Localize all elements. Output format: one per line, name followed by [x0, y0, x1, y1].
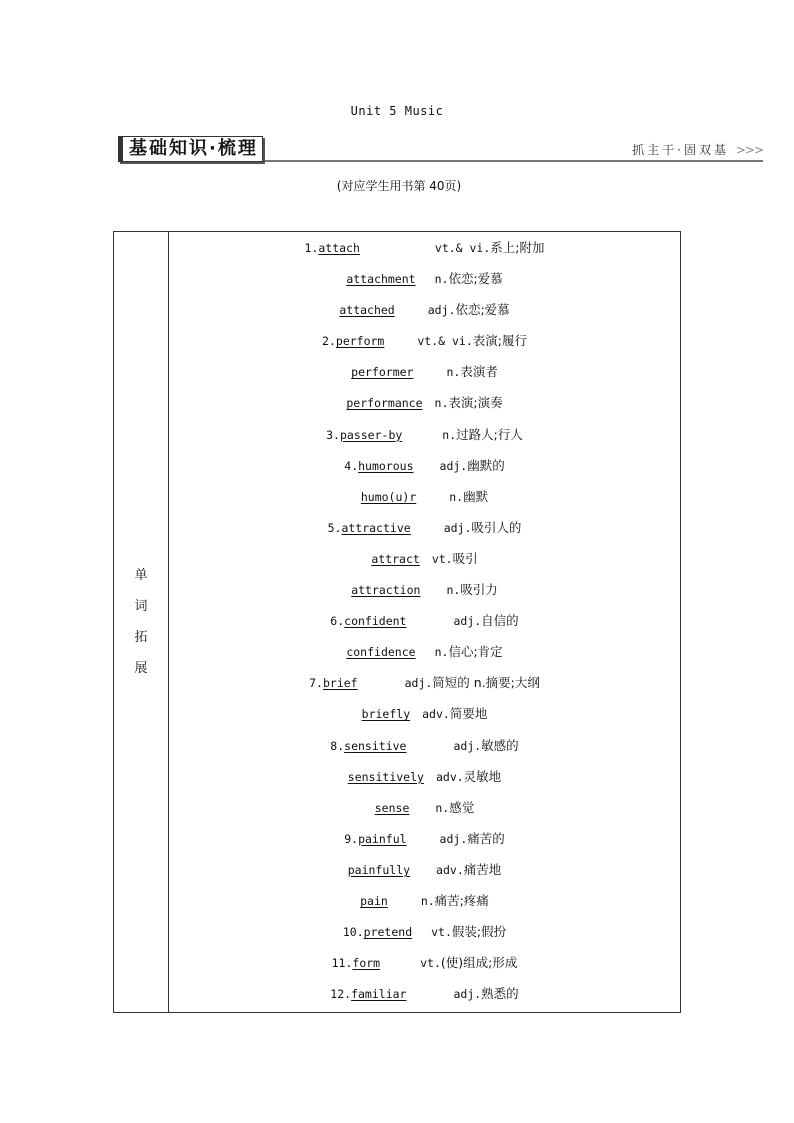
vocab-row: [169, 543, 680, 574]
section-slogan: 抓主干·固双基: [632, 143, 729, 157]
unit-title: Unit 5 Music: [350, 104, 444, 118]
vocab-row: [169, 730, 680, 761]
vocab-word: pretend: [363, 925, 413, 940]
vocab-word: sensitively: [347, 769, 424, 784]
definition: 感觉: [449, 799, 475, 815]
definition: 灵敏地: [463, 768, 502, 784]
definition: 假装;假扮: [451, 924, 507, 940]
vocab-word: briefly: [361, 707, 411, 722]
part-of-speech: n.: [420, 893, 435, 908]
vocab-row: [169, 481, 680, 512]
vocab-word: form: [352, 956, 381, 971]
vocab-word: attached: [339, 303, 395, 318]
part-of-speech: adv.: [435, 769, 464, 784]
vocab-word: sensitive: [344, 738, 407, 753]
part-of-speech: adj.: [404, 676, 433, 691]
definition: 表演;履行: [472, 333, 527, 349]
vocab-row: [169, 854, 680, 885]
definition: 依恋;爱慕: [455, 302, 510, 318]
part-of-speech: n.: [435, 800, 450, 815]
side-label: 单 词 拓 展: [114, 232, 169, 1013]
vocab-word: brief: [322, 676, 358, 691]
vocab-row: [169, 823, 680, 854]
part-of-speech: vt.& vi.: [434, 241, 491, 255]
definition: 简要地: [449, 706, 488, 722]
vocab-word: passer-by: [339, 427, 403, 442]
vocab-row: [169, 325, 680, 356]
vocab-word: attract: [371, 551, 420, 566]
item-number: 2.: [322, 334, 336, 349]
vocab-row: [169, 232, 680, 263]
definition: 系上;附加: [490, 240, 545, 255]
part-of-speech: adj.: [453, 987, 482, 1002]
vocab-word: attraction: [351, 583, 421, 598]
definition: (使)组成;形成: [440, 955, 518, 971]
section-banner: [118, 136, 763, 162]
part-of-speech: adv.: [422, 707, 450, 722]
item-number: 4.: [344, 458, 359, 473]
vocab-row: [169, 356, 680, 387]
vocab-row: [169, 419, 680, 450]
vocab-row: [169, 294, 680, 325]
definition: 痛苦;疼痛: [434, 892, 489, 908]
part-of-speech: n.: [434, 272, 449, 287]
vocab-word: painfully: [347, 862, 411, 877]
vocab-word: confident: [344, 614, 407, 629]
definition: 依恋;爱慕: [448, 271, 503, 287]
item-number: 1.: [304, 241, 319, 255]
definition: 熟悉的: [481, 986, 519, 1002]
definition: 信心;肯定: [448, 644, 503, 660]
vocab-row: [169, 605, 680, 636]
part-of-speech: adj.: [443, 520, 472, 535]
vocab-row: [169, 450, 680, 481]
definition: 吸引: [452, 550, 478, 566]
vocab-word: familiar: [351, 987, 407, 1002]
vocabulary-table: [113, 231, 681, 1013]
part-of-speech: n.: [446, 583, 461, 598]
item-number: 12.: [330, 987, 352, 1002]
vocab-row: [169, 698, 680, 729]
item-number: 7.: [309, 676, 323, 691]
vocab-row: [169, 916, 680, 947]
vocab-row: [169, 792, 680, 823]
vocab-word: performer: [351, 365, 414, 380]
vocab-word: attachment: [346, 272, 416, 287]
item-number: 9.: [344, 831, 359, 846]
vocab-word: performance: [346, 396, 423, 411]
vocab-word: confidence: [346, 645, 416, 660]
part-of-speech: adj.: [453, 614, 482, 629]
vocab-row: [169, 667, 680, 698]
vocab-list: [169, 232, 681, 1013]
vocab-word: attach: [318, 241, 360, 255]
part-of-speech: n.: [442, 427, 457, 442]
section-slogan-wrap: [632, 141, 763, 158]
vocab-row: [169, 947, 680, 978]
part-of-speech: n.: [434, 396, 449, 411]
arrows-icon: >>>: [735, 143, 763, 157]
item-number: 11.: [331, 956, 353, 971]
item-number: 10.: [342, 925, 364, 940]
part-of-speech: n.: [449, 489, 464, 504]
part-of-speech: adv.: [436, 862, 464, 877]
definition: 痛苦地: [463, 861, 502, 877]
part-of-speech: vt.: [431, 551, 453, 566]
definition: 表演者: [460, 364, 498, 380]
vocab-row: [169, 761, 680, 792]
vocab-word: humorous: [358, 458, 414, 473]
vocab-row: [169, 512, 680, 543]
item-number: 8.: [330, 738, 345, 753]
definition: 简短的 n.摘要;大纲: [432, 675, 540, 691]
definition: 吸引人的: [471, 519, 522, 535]
part-of-speech: adj.: [439, 831, 468, 846]
part-of-speech: vt.: [431, 925, 452, 940]
definition: 表演;演奏: [448, 395, 503, 411]
definition: 自信的: [481, 613, 519, 629]
vocab-word: painful: [358, 831, 407, 846]
item-number: 3.: [326, 427, 340, 442]
vocab-row: [169, 574, 680, 605]
part-of-speech: vt.: [420, 956, 441, 971]
definition: 吸引力: [460, 582, 498, 598]
vocab-word: pain: [360, 893, 388, 908]
part-of-speech: adj.: [427, 303, 456, 318]
part-of-speech: adj.: [439, 458, 468, 473]
item-number: 6.: [330, 614, 345, 629]
part-of-speech: vt.& vi.: [417, 334, 473, 349]
vocab-row: [169, 387, 680, 418]
definition: 幽默: [463, 488, 489, 504]
vocab-word: attractive: [341, 520, 411, 535]
book-page-reference: (对应学生用书第 40页): [336, 179, 462, 193]
vocab-row: [169, 978, 680, 1009]
item-number: 5.: [327, 520, 342, 535]
definition: 幽默的: [467, 457, 505, 473]
vocab-word: humo(u)r: [360, 489, 417, 504]
definition: 过路人;行人: [456, 426, 523, 442]
vocab-row: [169, 885, 680, 916]
part-of-speech: adj.: [453, 738, 482, 753]
section-title: 基础知识·梳理: [118, 136, 263, 162]
vocab-word: perform: [335, 334, 385, 349]
definition: 痛苦的: [467, 830, 505, 846]
part-of-speech: n.: [446, 365, 461, 380]
part-of-speech: n.: [434, 645, 449, 660]
vocab-row: [169, 263, 680, 294]
vocab-row: [169, 636, 680, 667]
definition: 敏感的: [481, 737, 519, 753]
vocab-word: sense: [374, 800, 410, 815]
